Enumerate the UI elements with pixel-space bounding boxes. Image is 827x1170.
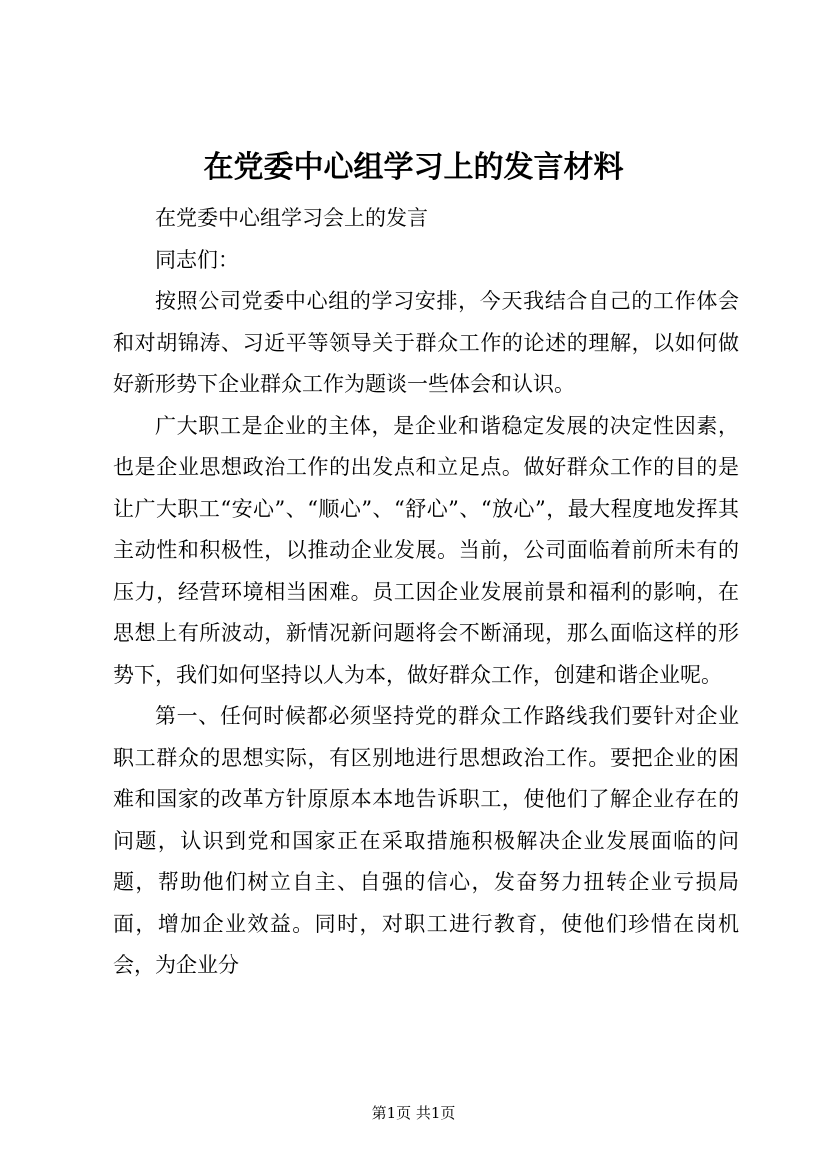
document-body [113, 198, 739, 987]
paragraph-first-point: 第一、任何时候都必须坚持党的群众工作路线我们要针对企业职工群众的思想实际，有区别地进行思想政治工作。要把企业的困难和国家的改革方针原原本本地告诉职工，使他们了解企业存在的问题，认识到党和国家正在采取措施积极解决企业发展面临的问题，帮助他们树立自主、自强的信心，发奋努力扭转企业亏损局面，增加企业效益。同时，对职工进行教育，使他们珍惜在岗机会，为企业分 [113, 704, 739, 977]
paragraph-salutation: 同志们： [155, 247, 239, 272]
page-footer: 第1页 共1页 [371, 1104, 456, 1122]
paragraph-intro: 按照公司党委中心组的学习安排，今天我结合自己的工作体会和对胡锦涛、习近平等领导关于群众工作的论述的理解，以如何做好新形势下企业群众工作为题谈一些体会和认识。 [113, 289, 739, 396]
document-title: 在党委中心组学习上的发言材料 [203, 150, 624, 185]
paragraph-workers: 广大职工是企业的主体，是企业和谐稳定发展的决定性因素，也是企业思想政治工作的出发点和立足点。做好群众工作的目的是让广大职工“安心”、“顺心”、“舒心”、“放心”，最大程度地发挥其主动性和积极性，以推动企业发展。当前，公司面临着前所未有的压力，经营环境相当困难。员工因企业发展前景和福利的影响，在思想上有所波动，新情况新问题将会不断涌现，那么面临这样的形势下，我们如何坚持以人为本，做好群众工作，创建和谐企业呢。 [113, 413, 739, 687]
paragraph-subtitle: 在党委中心组学习会上的发言 [155, 206, 428, 230]
